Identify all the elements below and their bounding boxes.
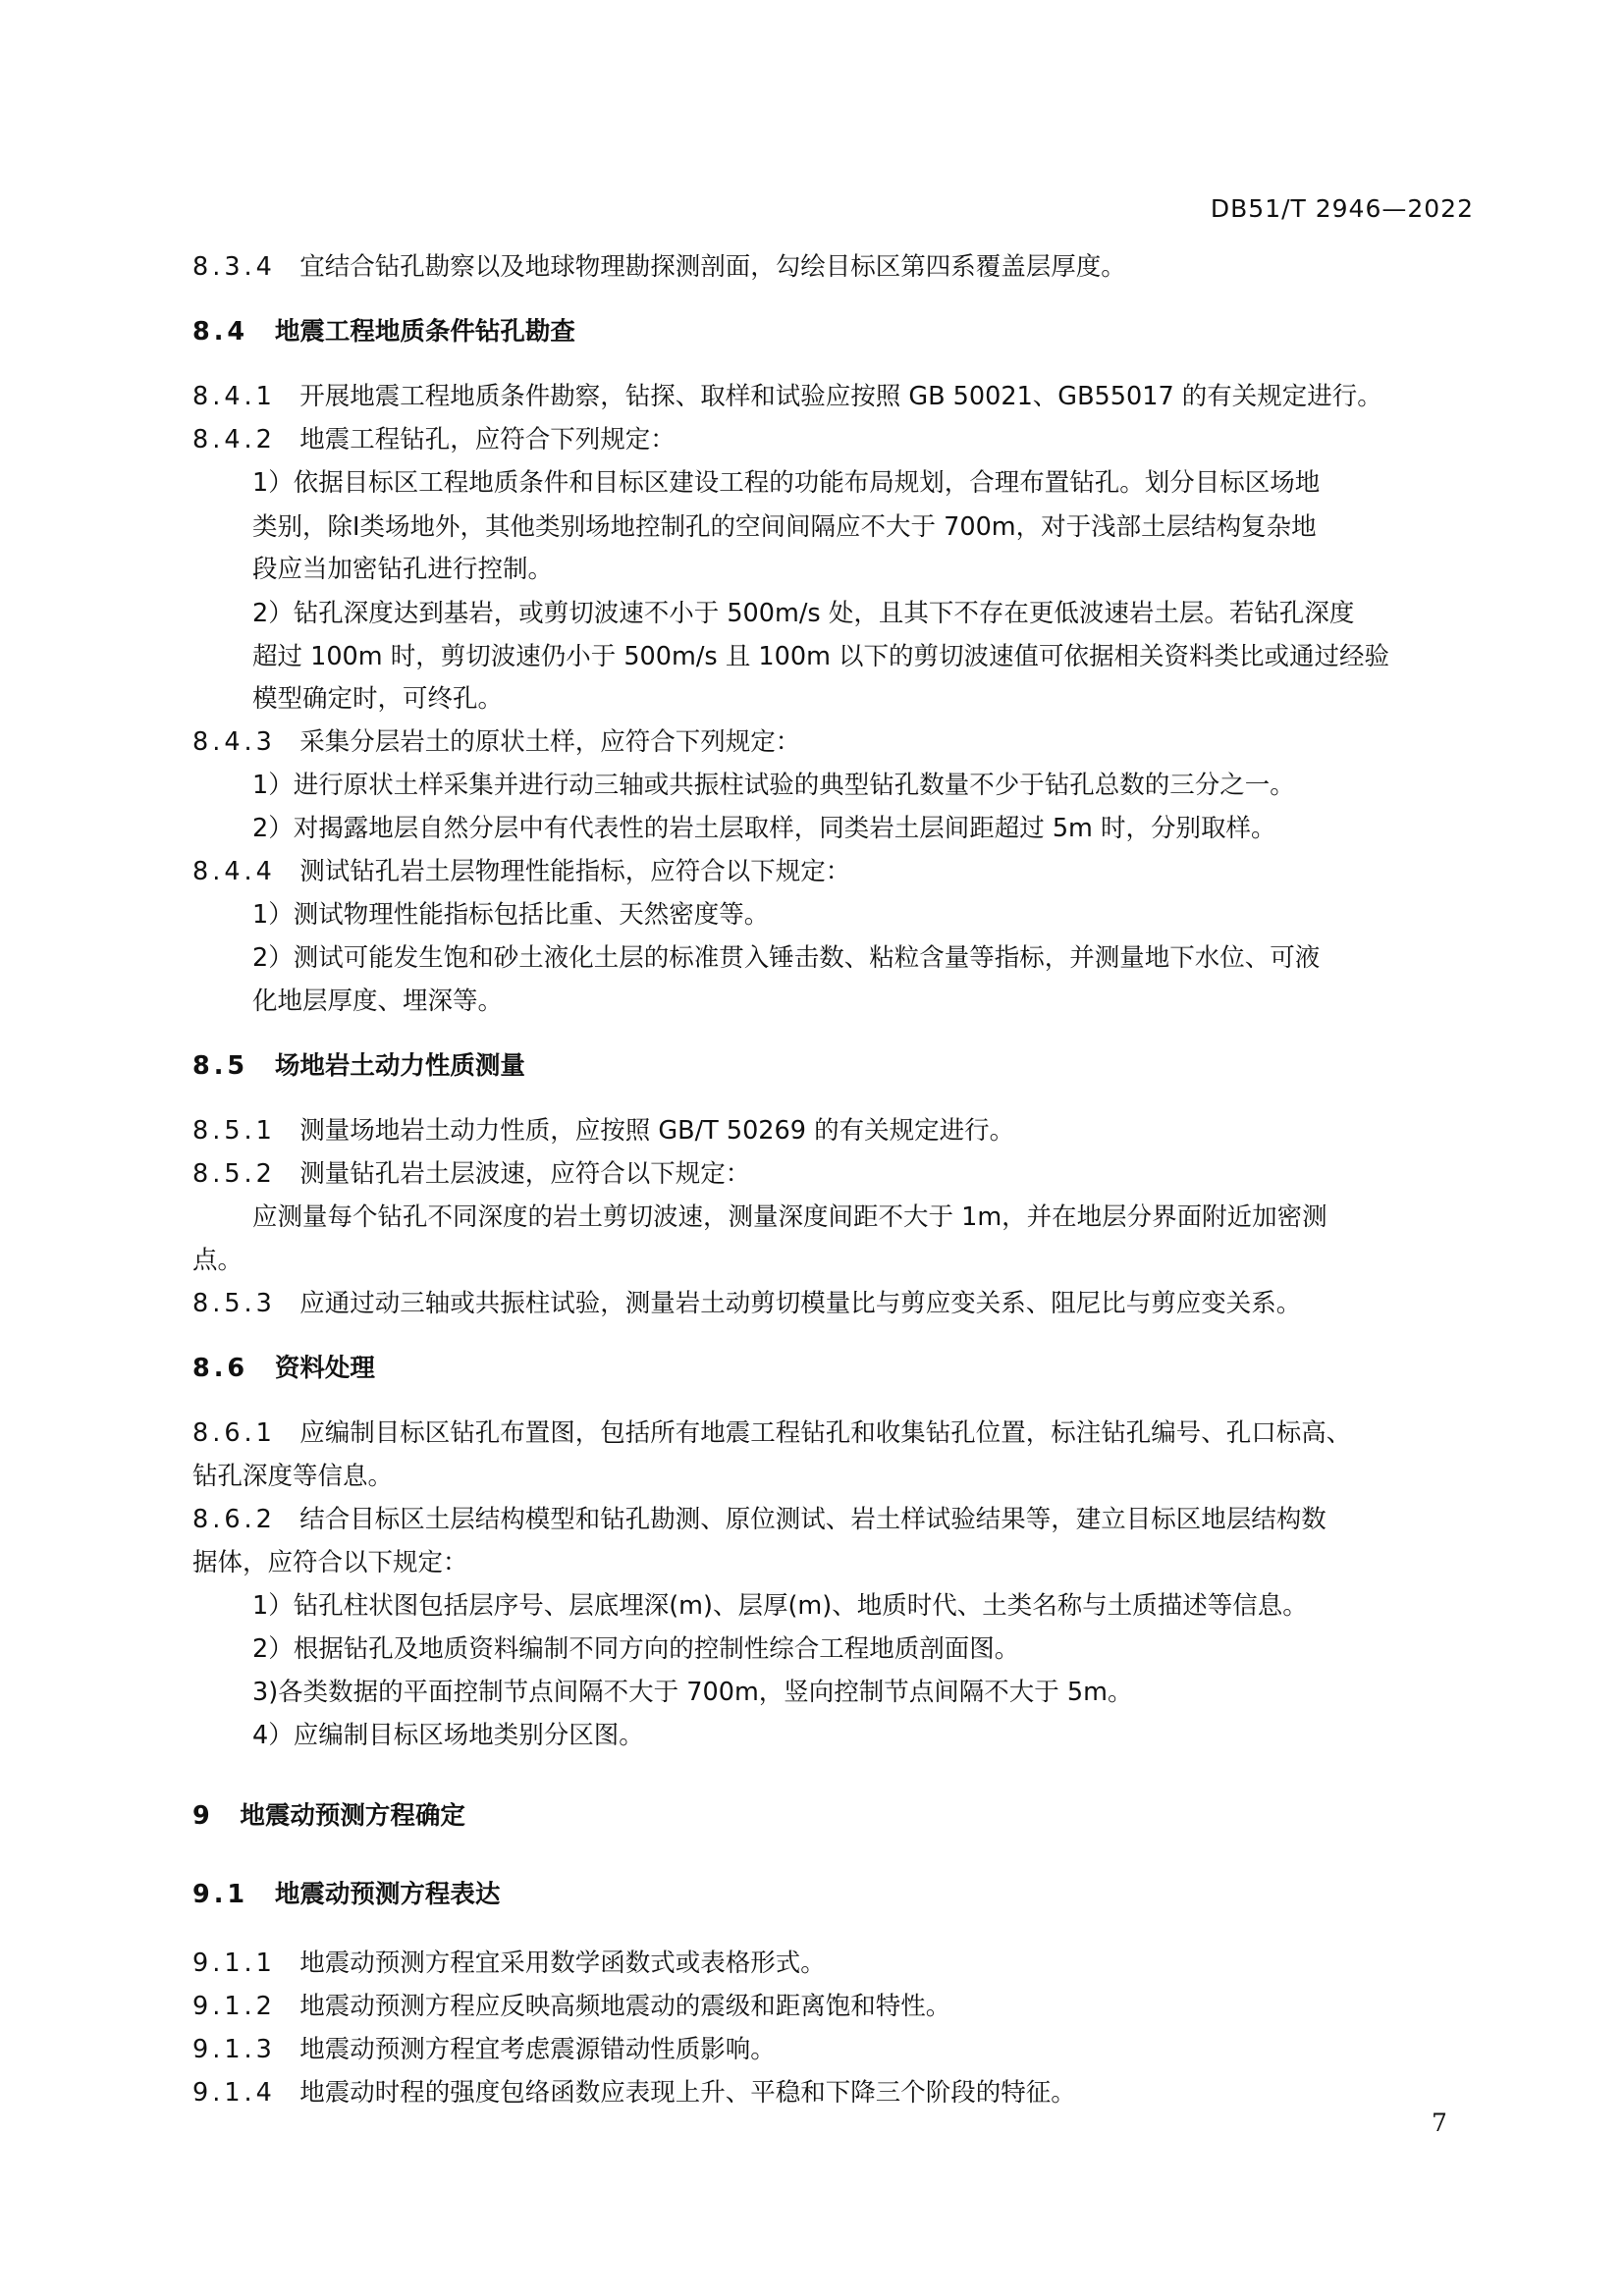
paragraph-line: 据体，应符合以下规定： — [192, 1548, 468, 1577]
list-item-line: 2）对揭露地层自然分层中有代表性的岩土层取样，同类岩土层间距超过 5m 时，分别取样。 — [252, 814, 1276, 843]
clause-8-5-3: 8.5.3 应通过动三轴或共振柱试验，测量岩土动剪切模量比与剪应变关系、阻尼比与剪应变关系。 — [192, 1289, 1302, 1318]
clause-8-3-4: 8.3.4 宜结合钻孔勘察以及地球物理勘探测剖面，勾绘目标区第四系覆盖层厚度。 — [192, 252, 1126, 282]
list-item-line: 2）测试可能发生饱和砂土液化土层的标准贯入锤击数、粘粒含量等指标，并测量地下水位、可液 — [252, 943, 1321, 973]
clause-8-4-4: 8.4.4 测试钻孔岩土层物理性能指标，应符合以下规定： — [192, 857, 851, 886]
clause-9-1-3: 9.1.3 地震动预测方程宜考虑震源错动性质影响。 — [192, 2035, 776, 2064]
clause-8-6-1: 8.6.1 应编制目标区钻孔布置图，包括所有地震工程钻孔和收集钻孔位置，标注钻孔编号、孔口标高、 — [192, 1418, 1352, 1448]
clause-8-5-1: 8.5.1 测量场地岩土动力性质，应按照 GB/T 50269 的有关规定进行。 — [192, 1116, 1015, 1146]
list-item-line: 4）应编制目标区场地类别分区图。 — [252, 1721, 644, 1750]
clause-8-6-2: 8.6.2 结合目标区土层结构模型和钻孔勘测、原位测试、岩土样试验结果等，建立目标区地层结构数 — [192, 1505, 1326, 1534]
paragraph-line: 点。 — [192, 1246, 244, 1275]
section-heading-8-4: 8.4 地震工程地质条件钻孔勘查 — [192, 317, 575, 347]
clause-8-4-1: 8.4.1 开展地震工程地质条件勘察，钻探、取样和试验应按照 GB 50021、GB55017 的有关规定进行。 — [192, 382, 1382, 411]
paragraph-line: 钻孔深度等信息。 — [192, 1462, 394, 1491]
page-number: 7 — [1432, 2109, 1447, 2137]
list-item-line: 3)各类数据的平面控制节点间隔不大于 700m，竖向控制节点间隔不大于 5m。 — [252, 1678, 1133, 1707]
clause-8-4-2: 8.4.2 地震工程钻孔，应符合下列规定： — [192, 425, 676, 454]
clause-9-1-2: 9.1.2 地震动预测方程应反映高频地震动的震级和距离饱和特性。 — [192, 1992, 951, 2021]
list-item-line: 1）依据目标区工程地质条件和目标区建设工程的功能布局规划，合理布置钻孔。划分目标区场地 — [252, 468, 1321, 498]
clause-8-4-3: 8.4.3 采集分层岩土的原状土样，应符合下列规定： — [192, 727, 801, 757]
clause-9-1-1: 9.1.1 地震动预测方程宜采用数学函数式或表格形式。 — [192, 1949, 826, 1978]
doc-code-header: DB51/T 2946—2022 — [1210, 194, 1474, 223]
section-heading-8-6: 8.6 资料处理 — [192, 1354, 375, 1383]
list-item-line: 化地层厚度、埋深等。 — [252, 987, 504, 1016]
section-heading-9-1: 9.1 地震动预测方程表达 — [192, 1880, 501, 1909]
chapter-heading-9: 9 地震动预测方程确定 — [192, 1801, 465, 1831]
list-item-line: 1）钻孔柱状图包括层序号、层底埋深(m)、层厚(m)、地质时代、土类名称与土质描述等信息。 — [252, 1591, 1308, 1621]
list-item-line: 2）根据钻孔及地质资料编制不同方向的控制性综合工程地质剖面图。 — [252, 1634, 1020, 1664]
clause-8-5-2: 8.5.2 测量钻孔岩土层波速，应符合以下规定： — [192, 1159, 751, 1189]
list-item-line: 超过 100m 时，剪切波速仍小于 500m/s 且 100m 以下的剪切波速值可依据相关资料类比或通过经验 — [252, 642, 1390, 671]
clause-9-1-4: 9.1.4 地震动时程的强度包络函数应表现上升、平稳和下降三个阶段的特征。 — [192, 2078, 1076, 2108]
list-item-line: 2）钻孔深度达到基岩，或剪切波速不小于 500m/s 处，且其下不存在更低波速岩土层。若钻孔深度 — [252, 599, 1355, 628]
list-item-line: 模型确定时，可终孔。 — [252, 684, 504, 714]
list-item-line: 1）进行原状土样采集并进行动三轴或共振柱试验的典型钻孔数量不少于钻孔总数的三分之一。 — [252, 771, 1295, 800]
list-item-line: 1）测试物理性能指标包括比重、天然密度等。 — [252, 900, 770, 930]
paragraph-line: 应测量每个钻孔不同深度的岩土剪切波速，测量深度间距不大于 1m，并在地层分界面附近加密测 — [252, 1202, 1327, 1232]
list-item-line: 类别，除Ⅰ类场地外，其他类别场地控制孔的空间间隔应不大于 700m，对于浅部土层结构复杂地 — [252, 512, 1317, 542]
list-item-line: 段应当加密钻孔进行控制。 — [252, 555, 554, 584]
section-heading-8-5: 8.5 场地岩土动力性质测量 — [192, 1051, 525, 1081]
